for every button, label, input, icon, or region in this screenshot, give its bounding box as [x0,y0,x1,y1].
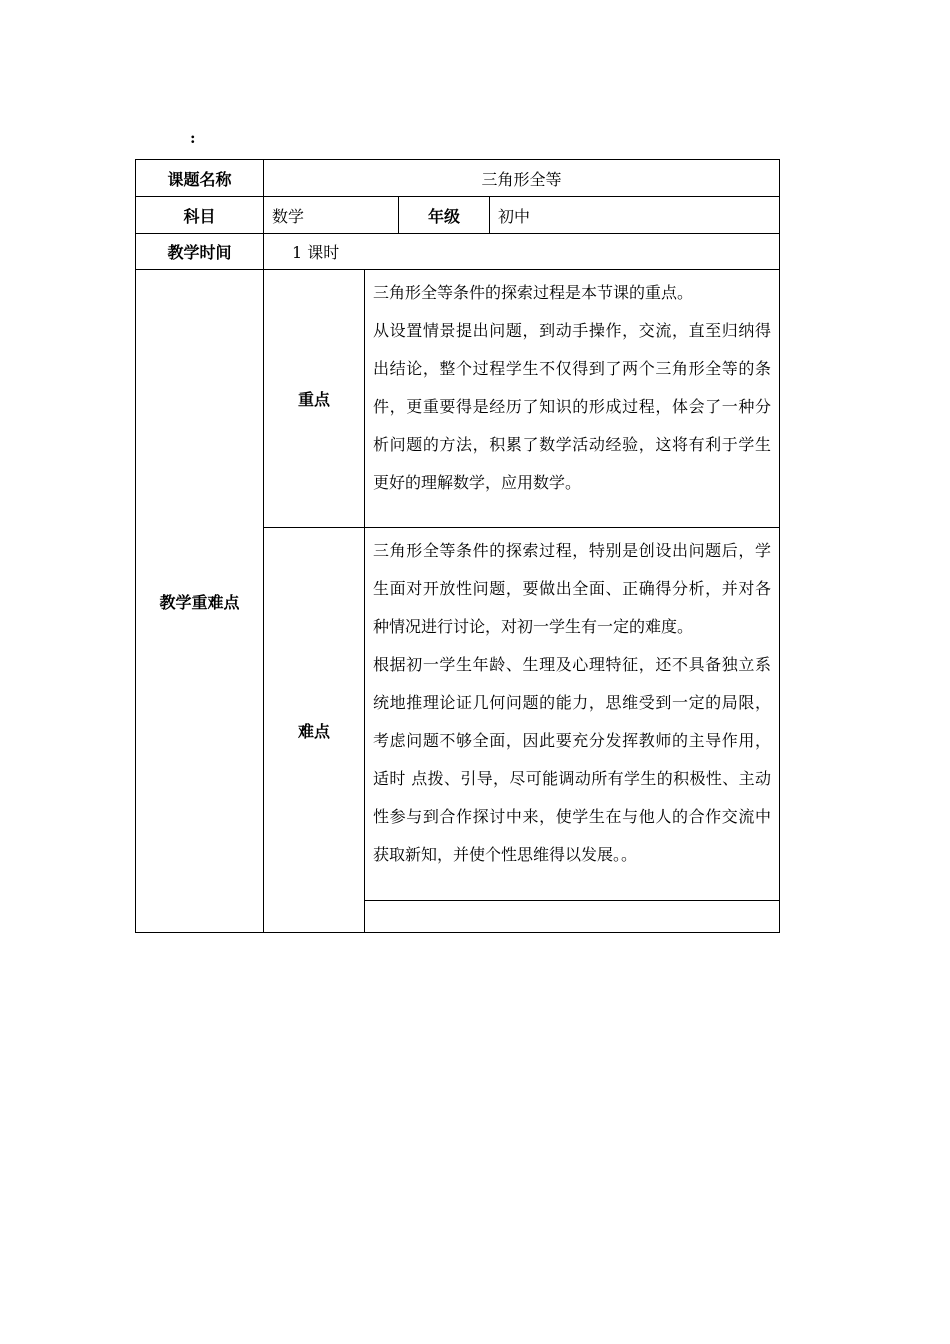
title-value: 三角形全等 [264,160,780,197]
row-time [136,234,780,270]
row-subject-grade [136,197,780,234]
subject-label: 科目 [136,197,264,234]
difficulty-label: 难点 [264,528,365,933]
focus-content [365,270,780,528]
time-value: 1 课时 [264,234,780,270]
difficulty-paragraph-2: 根据初一学生年龄、生理及心理特征，还不具备独立系统地推理论证几何问题的能力，思维受到一定的局限，考虑问题不够全面，因此要充分发挥教师的主导作用，适时 点拨、引导，尽可能调动所有学生的积极性、主动性参与到合作探讨中来，使学生在与他人的合作交流中获取新知，并使个性思维得以发展。。 [373,655,772,864]
lesson-plan-table [135,159,780,933]
row-focus [136,270,780,528]
keypoints-label: 教学重难点 [136,270,264,933]
row-title [136,160,780,197]
subject-value: 数学 [264,197,399,234]
grade-label: 年级 [399,197,490,234]
time-label: 教学时间 [136,234,264,270]
grade-value: 初中 [490,197,780,234]
empty-cell [365,901,780,933]
focus-label: 重点 [264,270,365,528]
header-mark: : [190,129,196,147]
difficulty-paragraph-1: 三角形全等条件的探索过程，特别是创设出问题后，学生面对开放性问题，要做出全面、正确得分析，并对各种情况进行讨论，对初一学生有一定的难度。 [373,541,772,636]
focus-paragraph-1: 三角形全等条件的探索过程是本节课的重点。 [373,283,694,302]
focus-paragraph-2: 从设置情景提出问题，到动手操作，交流，直至归纳得出结论，整个过程学生不仅得到了两个三角形全等的条件，更重要得是经历了知识的形成过程，体会了一种分析问题的方法，积累了数学活动经验，这将有利于学生更好的理解数学，应用数学。 [373,321,772,492]
title-label: 课题名称 [136,160,264,197]
difficulty-content [365,528,780,901]
